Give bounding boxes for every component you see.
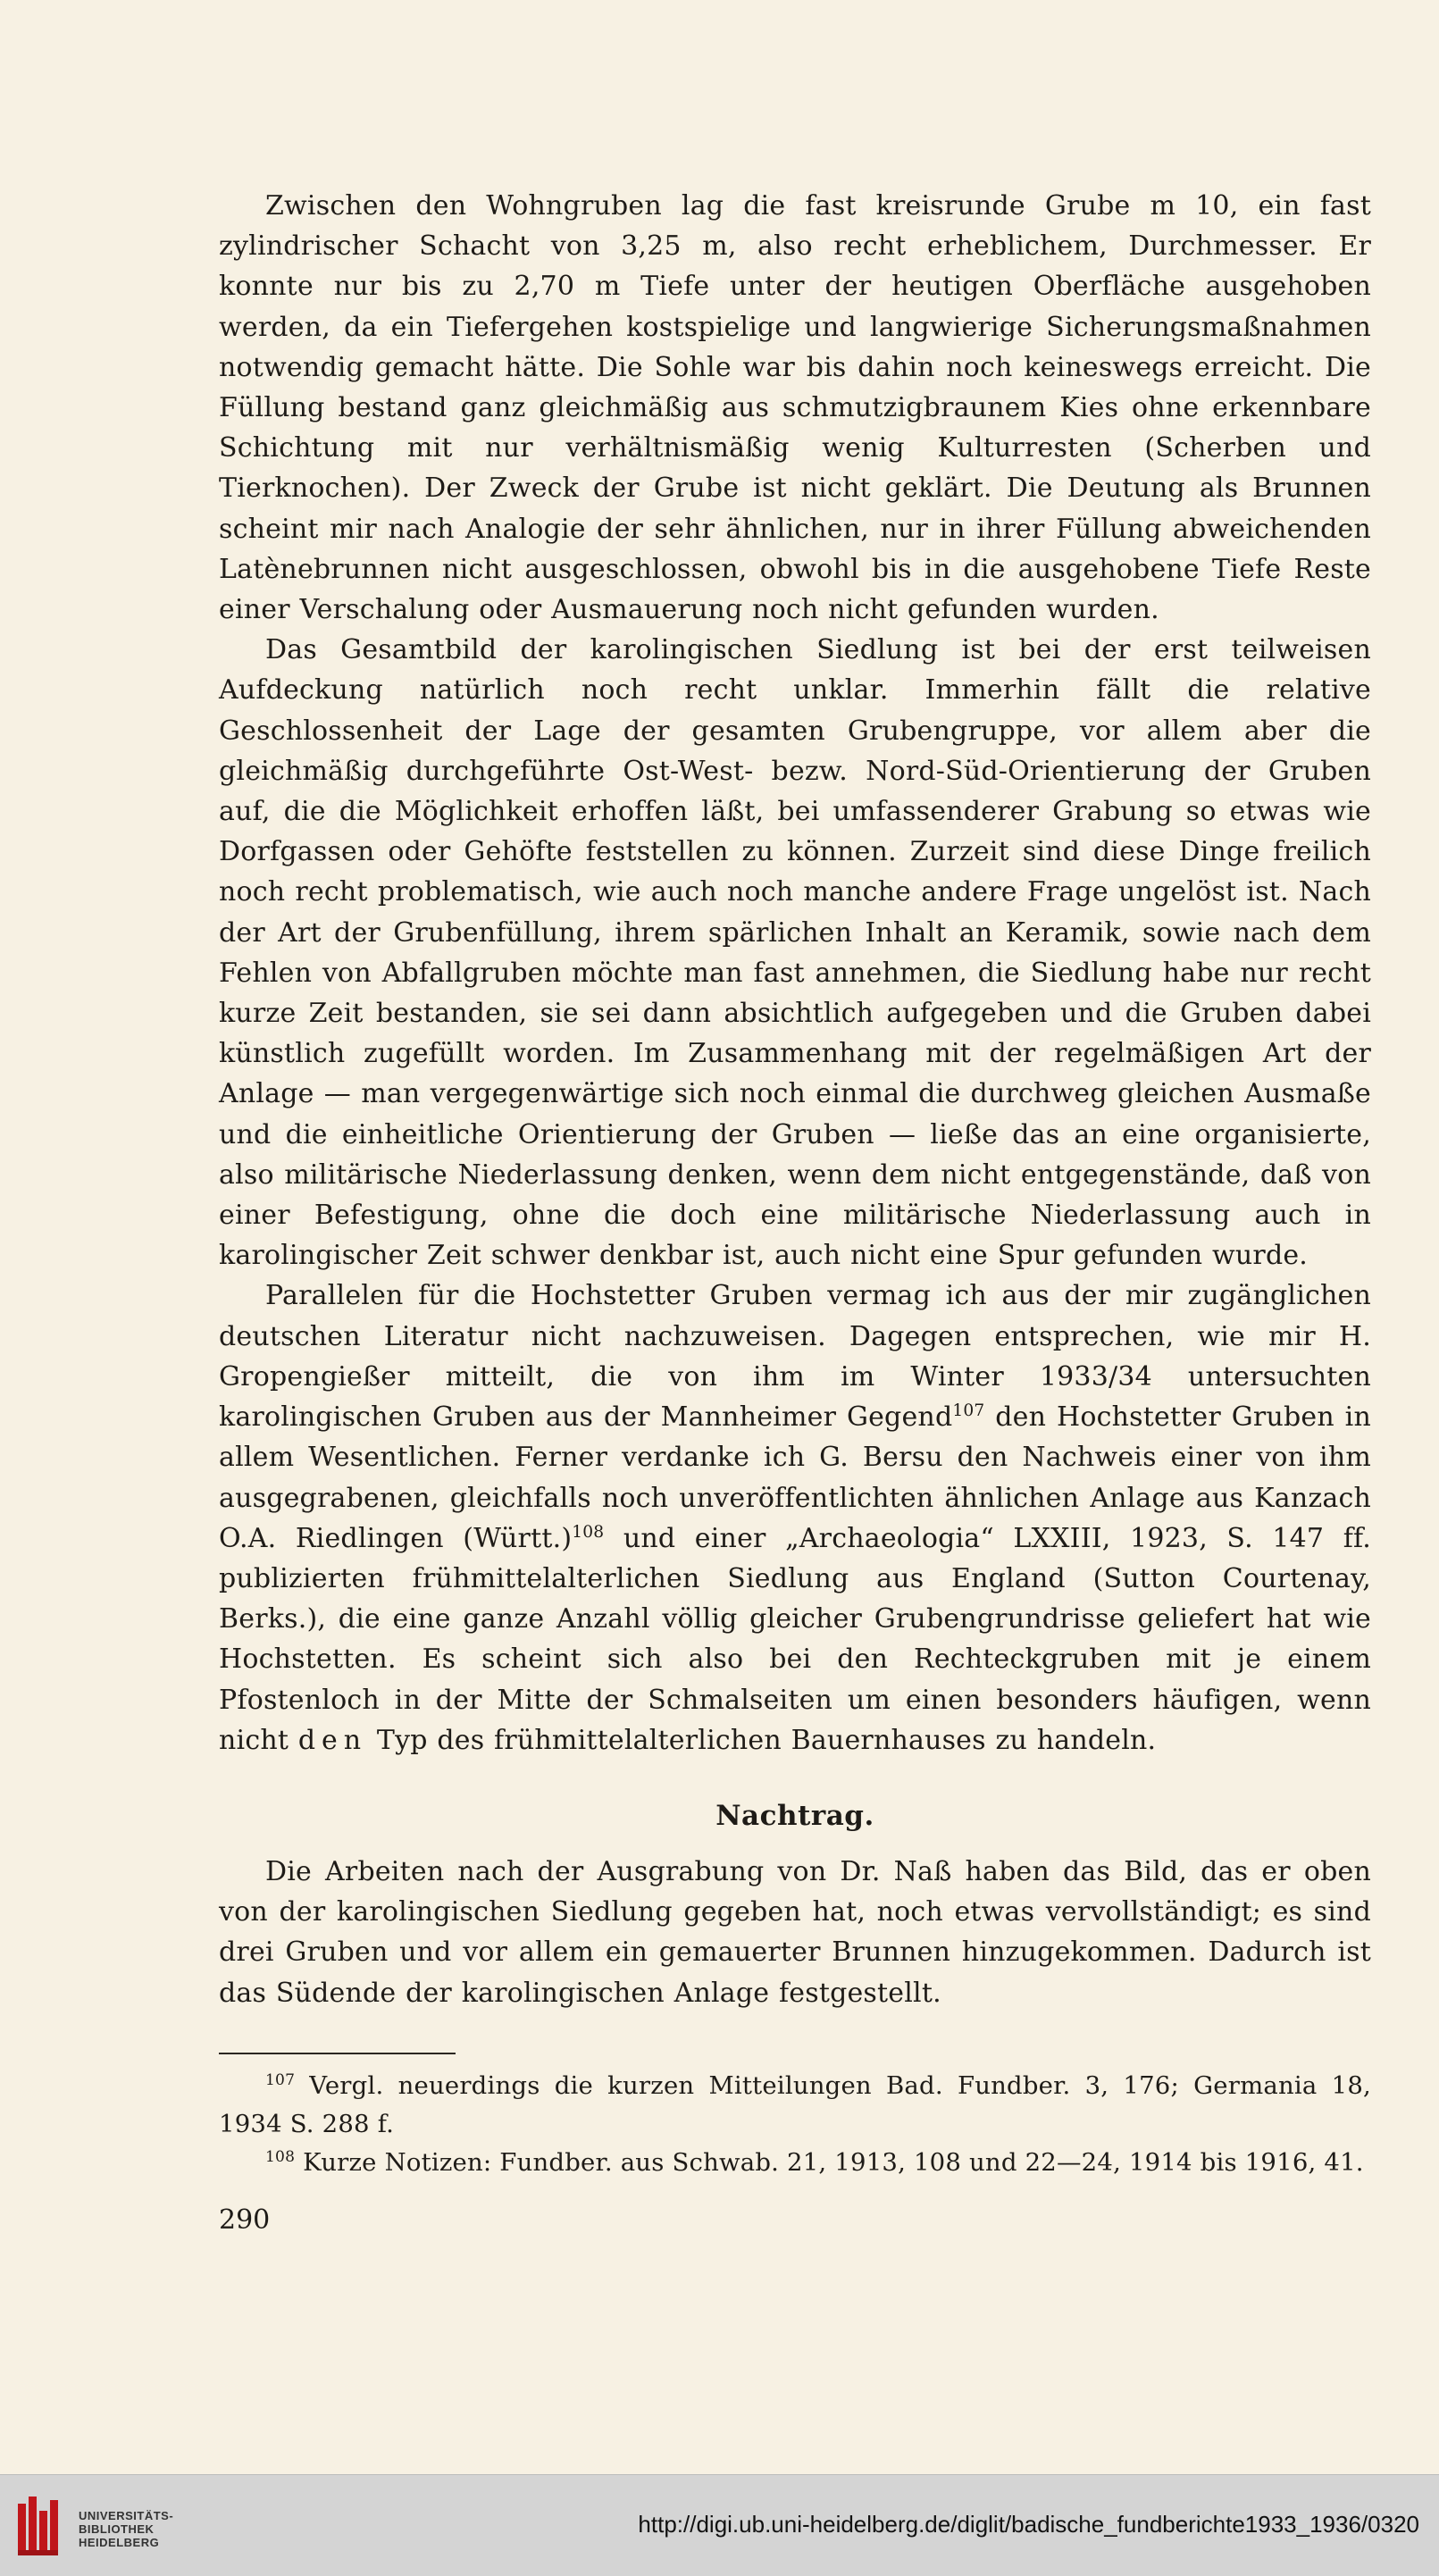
footnote-number: 107: [265, 2070, 296, 2089]
nachtrag-paragraph: Die Arbeiten nach der Ausgrabung von Dr. Naß haben das Bild, das er oben von der karolingischen Siedlung gegeben hat, noch etwas vervollständigt; es sind drei Gruben und vor allem ein gemauerter Brunnen hinzugekommen. Dadurch ist das Südende der karolingischen Anlage festgestellt.: [219, 1855, 1371, 2009]
viewer-footer: [0, 2474, 1439, 2576]
section-heading: Nachtrag.: [715, 1799, 874, 1832]
footnote-ref-108[interactable]: 108: [572, 1522, 605, 1542]
paragraph-2: Das Gesamtbild der karolingischen Siedlung ist bei der erst teilweisen Aufdeckung natürlich noch recht unklar. Immerhin fällt die relative Geschlossenheit der Lage der gesamten Grubengruppe, vor allem aber die gleichmäßig durchgeführte Ost-West- bezw. Nord-Süd-Orientierung der Gruben auf, die die Möglichkeit erhoffen läßt, bei umfassenderer Grabung so etwas wie Dorfgassen oder Gehöfte feststellen zu können. Zurzeit sind diese Dinge freilich noch recht problematisch, wie auch noch manche andere Frage ungelöst ist. Nach der Art der Grubenfüllung, ihrem spärlichen Inhalt an Keramik, sowie nach dem Fehlen von Abfallgruben möchte man fast annehmen, die Siedlung habe nur recht kurze Zeit bestanden, sie sei dann absichtlich aufgegeben und die Gruben dabei künstlich zugefüllt worden. Im Zusammenhang mit der regelmäßigen Art der Anlage — man vergegenwärtige sich noch einmal die durchweg gleichen Ausmaße und die einheitliche Orientierung der Gruben — ließe das an eine organisierte, also militärische Niederlassung denken, wenn dem nicht entgegenstände, daß von einer Befestigung, ohne die doch eine militärische Niederlassung auch in karolingischer Zeit schwer denkbar ist, auch nicht eine Spur gefunden wurde.: [219, 634, 1371, 1272]
paragraph-3-text-a: Parallelen für die Hochstetter Gruben vermag ich aus der mir zugänglichen deutschen Literatur nicht nachzuweisen. Dagegen entsprechen, wie mir H. Gropengießer mitteilt, die von ihm im Winter 1933/34 untersuchten karolingischen Gruben aus der Mannheimer Gegend: [219, 1280, 1371, 1434]
permalink-url[interactable]: http://digi.ub.uni-heidelberg.de/diglit/badische_fundberichte1933_1936/0320: [638, 2511, 1419, 2538]
heidelberg-library-logo-icon[interactable]: [14, 2491, 86, 2563]
paragraph-3-text-b: den Hochstetter Gruben in allem Wesentlichen. Ferner verdanke ich G. Bersu den Nachweis einer von ihm ausgegrabenen, gleichfalls noch unveröffentlichten ähnlichen Anlage aus Kanzach O.A. Riedlingen (Württ.): [219, 1401, 1371, 1554]
spaced-emphasis: den: [297, 1724, 368, 1756]
footnote-text: Vergl. neuerdings die kurzen Mitteilungen Bad. Fundber. 3, 176; Germania 18, 1934 S. 288 f.: [219, 2070, 1371, 2138]
footnote-ref-107[interactable]: 107: [952, 1401, 985, 1421]
page-number: 290: [219, 2204, 271, 2236]
paragraph-3-text-c: und einer „Archaeologia“ LXXIII, 1923, S. 147 ff. publizierten frühmittelalterlichen Siedlung aus England (Sutton Courtenay, Berks.), die eine ganze Anzahl völlig gleicher Grubengrundrisse geliefert hat wie Hochstetten. Es scheint sich also bei den Rechteckgruben mit je einem Pfostenloch in der Mitte der Schmalseiten um einen besonders häufigen, wenn nicht: [219, 1522, 1371, 1756]
paragraph-1: Zwischen den Wohngruben lag die fast kreisrunde Grube m 10, ein fast zylindrischer Schacht von 3,25 m, also recht erheblichem, Durchmesser. Er konnte nur bis zu 2,70 m Tiefe unter der heutigen Oberfläche ausgehoben werden, da ein Tiefergehen kostspielige und langwierige Sicherungsmaßnahmen notwendig gemacht hätte. Die Sohle war bis dahin noch keineswegs erreicht. Die Füllung bestand ganz gleichmäßig aus schmutzigbraunem Kies ohne erkennbare Schichtung mit nur verhältnismäßig wenig Kulturresten (Scherben und Tierknochen). Der Zweck der Grube ist nicht geklärt. Die Deutung als Brunnen scheint mir nach Analogie der sehr ähnlichen, nur in ihrer Füllung abweichenden Latènebrunnen nicht ausgeschlossen, obwohl bis in die ausgehobene Tiefe Reste einer Verschalung oder Ausmauerung noch nicht gefunden wurden.: [219, 190, 1371, 626]
footnote-number: 108: [265, 2147, 296, 2166]
paragraph-3: [219, 1275, 1371, 1760]
footnote-divider: [219, 2053, 456, 2054]
institution-name[interactable]: [79, 2509, 173, 2549]
footnote-text: Kurze Notizen: Fundber. aus Schwab. 21, 1913, 108 und 22—24, 1914 bis 1916, 41.: [303, 2147, 1364, 2177]
institution-line: UNIVERSITÄTS-: [79, 2509, 174, 2522]
institution-line: BIBLIOTHEK: [79, 2522, 155, 2536]
body-text: [219, 186, 1371, 2182]
paragraph-3-text-d: Typ des frühmittelalterlichen Bauernhauses zu handeln.: [367, 1724, 1157, 1756]
footnote-107: [219, 2067, 1371, 2144]
institution-line: HEIDELBERG: [79, 2536, 160, 2549]
footnote-108: [219, 2144, 1371, 2182]
